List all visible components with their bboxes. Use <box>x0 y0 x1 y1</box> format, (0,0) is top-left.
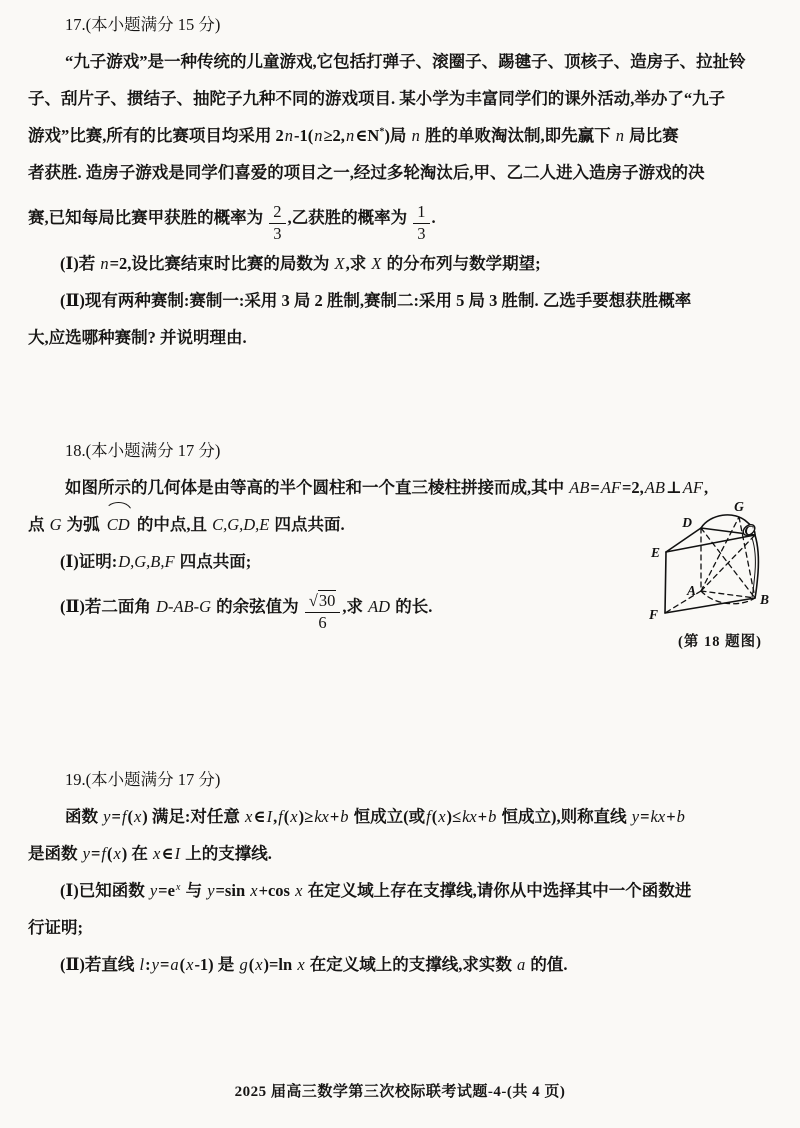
text-run: ,求 <box>345 254 371 273</box>
text-line <box>28 117 772 154</box>
text-run: 上的支撑线. <box>181 844 272 863</box>
text-run: ( <box>127 807 133 826</box>
sqrt-expression: √30 <box>308 591 336 611</box>
text-run: 3 <box>273 223 282 243</box>
math-run: y <box>103 807 111 826</box>
text-line <box>28 191 772 245</box>
math-run: AD <box>368 597 391 616</box>
math-run: n <box>615 126 624 145</box>
vertex-label-E: E <box>650 545 660 560</box>
text-run: 恒成立),则称直线 <box>497 807 631 826</box>
problem-17 <box>28 6 772 356</box>
math-run: G <box>49 515 62 534</box>
page-footer: 2025 届高三数学第三次校际联考试题-4-(共 4 页) <box>234 1084 566 1100</box>
text-run: 恒成立(或 <box>349 807 426 826</box>
text-run: “九子游戏”是一种传统的儿童游戏,它包括打弹子、滚圈子、踢毽子、顶核子、造房子、拉扯铃 <box>65 52 746 71</box>
text-run: , <box>273 807 278 826</box>
fraction <box>413 203 429 243</box>
text-run: 18.(本小题满分 17 分) <box>65 441 221 460</box>
fraction <box>305 592 341 632</box>
math-run: AF <box>682 478 703 497</box>
text-run: ≥2, <box>323 126 345 145</box>
text-run: (Ⅱ)现有两种赛制:赛制一:采用 3 局 2 胜制,赛制二:采用 5 局 3 胜制. 乙选手要想获胜概率 <box>60 291 692 310</box>
text-run: =2,设比赛结束时比赛的局数为 <box>109 254 334 273</box>
text-run: = <box>90 844 101 863</box>
math-run: b <box>488 807 497 826</box>
math-run: I <box>266 807 273 826</box>
figure-caption: (第 18 题图) <box>678 634 762 650</box>
text-run: + <box>477 807 488 826</box>
math-run: I <box>174 844 181 863</box>
vertex-label-A: A <box>686 583 696 598</box>
text-line <box>28 798 772 835</box>
math-run: x <box>295 881 303 900</box>
vertex-label-B: B <box>760 592 770 607</box>
math-run: x <box>245 807 253 826</box>
text-line <box>28 319 772 356</box>
math-run: y <box>151 955 159 974</box>
text-run: ( <box>283 807 290 826</box>
text-run: ⊥ <box>665 478 682 497</box>
math-run: kx <box>650 807 666 826</box>
fraction-numerator <box>413 203 429 223</box>
text-run: =e <box>158 881 175 900</box>
math-run: X <box>371 254 382 273</box>
text-line <box>28 43 772 80</box>
text-run: 19.(本小题满分 17 分) <box>65 770 221 789</box>
text-run: ∈ <box>253 807 266 826</box>
math-run: x <box>153 844 161 863</box>
text-run: ( <box>106 844 113 863</box>
math-run: x <box>297 955 305 974</box>
text-run: 在定义域上存在支撑线,请你从中选择其中一个函数进 <box>303 881 692 900</box>
math-run: x <box>290 807 298 826</box>
math-run: n <box>411 126 420 145</box>
text-run: (Ⅰ)已知函数 <box>60 881 149 900</box>
text-line <box>28 6 772 43</box>
text-run: 的余弦值为 <box>212 597 303 616</box>
figure-edge-solid <box>665 552 666 613</box>
text-line <box>28 909 772 946</box>
text-run: 如图所示的几何体是由等高的半个圆柱和一个直三棱柱拼接而成,其中 <box>65 478 569 497</box>
math-run: kx <box>314 807 329 826</box>
math-run: x <box>133 807 142 826</box>
text-run: (Ⅰ)证明: <box>60 552 118 571</box>
text-run: =sin <box>215 881 250 900</box>
text-run: ,求 <box>342 597 368 616</box>
text-run: 的值. <box>526 955 568 974</box>
text-run: 胜的单败淘汰制,即先赢下 <box>420 126 615 145</box>
text-line <box>28 761 772 798</box>
text-line <box>28 835 772 872</box>
math-run: x <box>186 955 194 974</box>
text-run: 行证明; <box>28 918 83 937</box>
text-run: 3 <box>417 223 426 243</box>
text-run: ∈ <box>161 844 174 863</box>
math-run: C,G,D,E <box>212 515 270 534</box>
text-line <box>28 154 772 191</box>
text-run: )局 <box>384 126 411 145</box>
text-run: )≥ <box>298 807 314 826</box>
math-run: g <box>239 955 248 974</box>
text-run: -1) 是 <box>194 955 239 974</box>
text-run: 的中点,且 <box>132 515 212 534</box>
superscript: * <box>379 126 385 138</box>
math-run: x <box>438 807 446 826</box>
text-run: + <box>329 807 340 826</box>
vertex-label-G: G <box>734 499 744 514</box>
geometry-figure-svg <box>640 497 800 629</box>
problem-19 <box>28 761 772 983</box>
text-run: (Ⅱ)若直线 <box>60 955 139 974</box>
math-run: x <box>113 844 121 863</box>
vertex-label-D: D <box>682 515 692 530</box>
text-line <box>28 872 772 909</box>
math-run: X <box>334 254 345 273</box>
math-run: AB <box>644 478 665 497</box>
text-run: 点 <box>28 515 49 534</box>
math-run: n <box>314 126 323 145</box>
text-run: 函数 <box>65 807 103 826</box>
text-run: ) 满足:对任意 <box>142 807 245 826</box>
text-run: + <box>666 807 676 826</box>
text-run: 局比赛 <box>624 126 679 145</box>
text-run: =2, <box>622 478 644 497</box>
math-run: D-AB-G <box>156 597 212 616</box>
superscript: x <box>175 881 181 893</box>
text-run: )=ln <box>263 955 297 974</box>
text-run: 赛,已知每局比赛甲获胜的概率为 <box>28 208 268 227</box>
text-run: 6 <box>318 612 327 632</box>
text-run: 为弧 <box>62 515 104 534</box>
text-run: : <box>145 955 151 974</box>
text-run: 的长. <box>391 597 433 616</box>
problem-18-figure <box>640 497 800 651</box>
text-run: ) 在 <box>121 844 153 863</box>
text-run: = <box>590 478 600 497</box>
math-run: x <box>250 881 258 900</box>
fraction <box>269 203 285 243</box>
text-run: 在定义域上的支撑线,求实数 <box>305 955 517 974</box>
math-run: a <box>517 955 526 974</box>
text-run: 与 <box>181 881 207 900</box>
text-run: +cos <box>258 881 295 900</box>
text-run: (Ⅱ)若二面角 <box>60 597 156 616</box>
text-run: ,乙获胜的概率为 <box>287 208 412 227</box>
math-run: n <box>100 254 109 273</box>
math-run: AF <box>600 478 621 497</box>
text-run: 的分布列与数学期望; <box>382 254 541 273</box>
text-run: 者获胜. 造房子游戏是同学们喜爱的项目之一,经过多轮淘汰后,甲、乙二人进入造房子游戏的决 <box>28 163 705 182</box>
math-run: y <box>631 807 640 826</box>
math-run: l <box>139 955 145 974</box>
math-run: f <box>101 844 106 863</box>
text-line <box>28 946 772 983</box>
text-run: , <box>703 478 709 497</box>
text-run: -1( <box>294 126 314 145</box>
fraction-denominator <box>269 224 285 243</box>
math-run: y <box>207 881 215 900</box>
vertex-label-F: F <box>648 607 658 622</box>
math-run: n <box>345 126 355 145</box>
text-line <box>28 282 772 319</box>
text-run: 17.(本小题满分 15 分) <box>65 15 221 34</box>
math-run: b <box>676 807 685 826</box>
fraction-denominator <box>413 224 429 243</box>
figure-edge-solid <box>665 598 755 613</box>
math-run: f <box>278 807 283 826</box>
text-run: 子、刮片子、掼结子、抽陀子九种不同的游戏项目. 某小学为丰富同学们的课外活动,举办了“九子 <box>28 89 726 108</box>
fraction-numerator <box>269 203 285 223</box>
text-run: 四点共面. <box>270 515 345 534</box>
math-run: y <box>82 844 90 863</box>
math-run: y <box>149 881 158 900</box>
text-run: ( <box>179 955 186 974</box>
text-run: . <box>431 208 436 227</box>
text-run: 是函数 <box>28 844 82 863</box>
fraction-numerator <box>305 592 341 612</box>
text-run: (Ⅰ)若 <box>60 254 100 273</box>
text-run: = <box>111 807 121 826</box>
text-run: ( <box>248 955 255 974</box>
sqrt-radicand: 30 <box>318 591 336 611</box>
text-run: 游戏”比赛,所有的比赛项目均采用 2 <box>28 126 284 145</box>
math-run: f <box>121 807 127 826</box>
math-run: n <box>284 126 293 145</box>
math-run: x <box>255 955 263 974</box>
math-run: a <box>170 955 179 974</box>
math-run: AB <box>569 478 590 497</box>
math-run: D,G,B,F <box>118 552 175 571</box>
text-run: 四点共面; <box>175 552 252 571</box>
text-line <box>28 80 772 117</box>
text-run: )≤ <box>446 807 462 826</box>
text-run: 2 <box>273 202 282 222</box>
text-run: = <box>159 955 170 974</box>
math-run: kx <box>462 807 477 826</box>
math-run: f <box>426 807 431 826</box>
fraction-denominator <box>305 613 341 632</box>
text-run: 大,应选哪种赛制? 并说明理由. <box>28 328 247 347</box>
text-run: ∈N <box>355 126 380 145</box>
arc-over-label: CD <box>104 506 133 543</box>
text-line <box>28 245 772 282</box>
text-run: = <box>640 807 650 826</box>
text-run: 1 <box>417 202 426 222</box>
math-run: b <box>340 807 349 826</box>
vertex-label-C: C <box>744 523 754 538</box>
text-line <box>28 432 772 469</box>
text-run: ( <box>431 807 438 826</box>
